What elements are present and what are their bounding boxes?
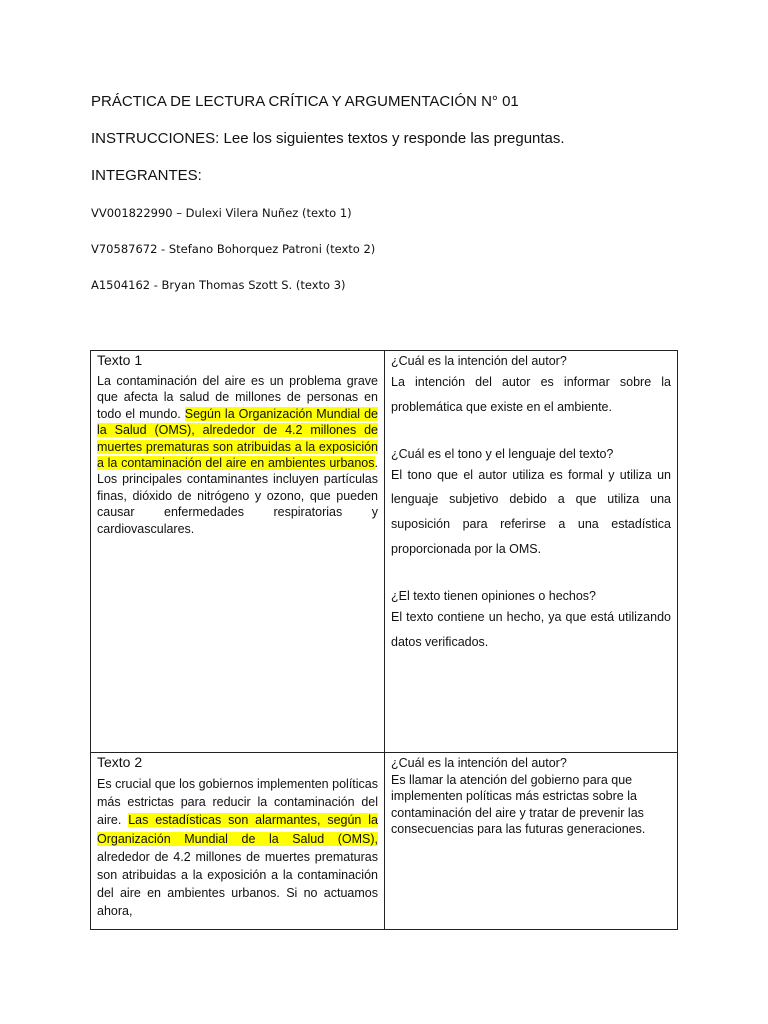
answers-1-question-opinion: ¿El texto tienen opiniones o hechos? xyxy=(391,588,596,603)
member-1: VV001822990 – Dulexi Vilera Nuñez (texto 1) xyxy=(91,206,352,220)
text-1-body-end: . Los principales contaminantes incluyen partículas finas, dióxido de nitrógeno y ozono, que pueden causar enfermedades respiratorias y cardiovasculares. xyxy=(97,456,378,536)
text-1-cell xyxy=(91,351,384,752)
text-1-title: Texto 1 xyxy=(97,352,143,368)
answers-2-answer-intent: Es llamar la atención del gobierno para que implementen políticas más estrictas sobre la contaminación del aire y tratar de prevenir las consecuencias para las futuras generaciones. xyxy=(391,773,646,837)
text-1-body xyxy=(97,373,378,537)
answers-1-question-intent: ¿Cuál es la intención del autor? xyxy=(391,354,567,368)
answers-1-question-tone: ¿Cuál es el tono y el lenguaje del texto? xyxy=(391,446,614,461)
text-2-cell xyxy=(91,753,384,929)
text-2-body xyxy=(97,775,378,921)
answers-2-cell xyxy=(385,753,677,929)
text-2-highlight: Las estadísticas son alarmantes, según la Organización Mundial de la Salud (OMS), xyxy=(97,813,378,846)
text-1-highlight: Según la Organización Mundial de la Salud (OMS), alrededor de 4.2 millones de muertes prematuras son atribuidas a la exposición a la contaminación del aire en ambientes urbanos xyxy=(97,406,378,471)
answers-2-question-intent: ¿Cuál es la intención del autor? xyxy=(391,756,567,770)
member-2: V70587672 - Stefano Bohorquez Patroni (texto 2) xyxy=(91,242,376,256)
answers-1-answer-opinion: El texto contiene un hecho, ya que está utilizando datos verificados. xyxy=(391,609,671,649)
answers-1-cell xyxy=(385,351,677,752)
answers-1-answer-tone: El tono que el autor utiliza es formal y utiliza un lenguaje subjetivo debido a que utiliza una suposición para referirse a una estadística proporcionada por la OMS. xyxy=(391,467,671,556)
page-title: PRÁCTICA DE LECTURA CRÍTICA Y ARGUMENTACIÓN N° 01 xyxy=(91,93,519,110)
text-2-body-end: alrededor de 4.2 millones de muertes prematuras son atribuidas a la exposición a la contaminación del aire en ambientes urbanos. Si no actuamos ahora, xyxy=(97,849,378,919)
reading-table xyxy=(90,350,678,930)
answers-1-answer-intent: La intención del autor es informar sobre la problemática que existe en el ambiente. xyxy=(391,375,671,414)
text-2-body-start: Es crucial que los gobiernos implementen políticas más estrictas para reducir la contaminación del aire. xyxy=(97,777,378,828)
members-label: INTEGRANTES: xyxy=(91,167,202,184)
member-3: A1504162 - Bryan Thomas Szott S. (texto 3) xyxy=(91,278,346,292)
text-2-title: Texto 2 xyxy=(97,754,143,770)
text-1-body-start: La contaminación del aire es un problema grave que afecta la salud de millones de personas en todo el mundo. xyxy=(97,374,378,421)
instructions: INSTRUCCIONES: Lee los siguientes textos y responde las preguntas. xyxy=(91,130,565,147)
